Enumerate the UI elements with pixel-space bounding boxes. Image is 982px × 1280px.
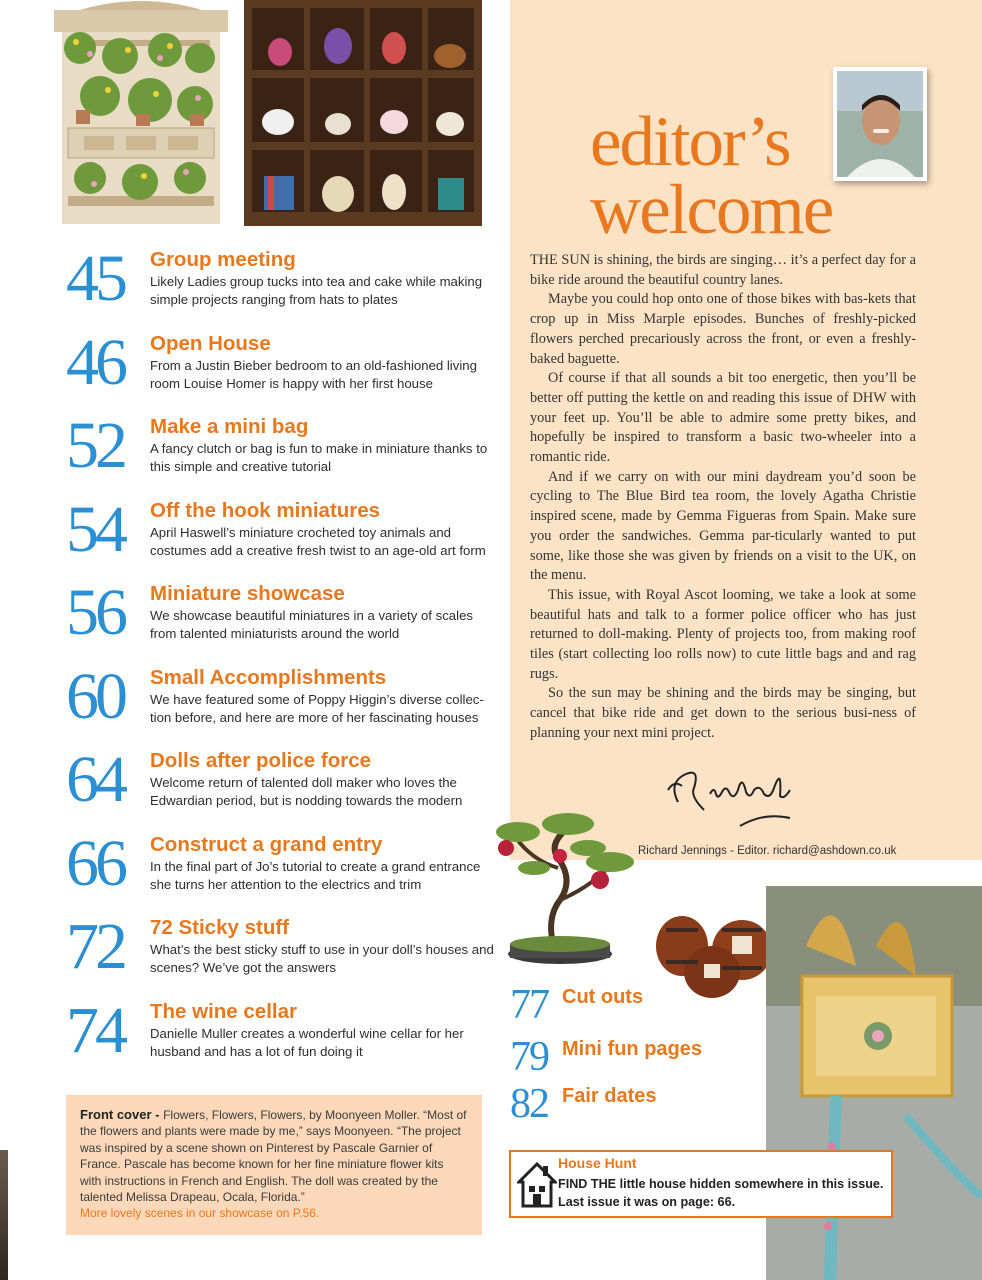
article-description: Danielle Muller creates a wonderful wine cellar for her husband and has a lot of fun doing it xyxy=(150,1025,464,1059)
page-number: 82 xyxy=(510,1081,548,1127)
regular-title: Cut outs xyxy=(562,986,644,1008)
toc-item[interactable] xyxy=(66,242,496,330)
toc-item[interactable] xyxy=(66,993,496,1082)
editor-paragraph: Of course if that all sounds a bit too energetic, then you’ll be better off putting the kettle on and reading this issue of DHW with your feet up. You’ll be able to admire some pretty bikes, and hopefully be inspired to transform a basic two-wheeler into a romantic ride. xyxy=(530,370,916,466)
editor-heading-line1: editor’s xyxy=(590,103,790,181)
page-number: 72 xyxy=(66,910,124,983)
contents-list xyxy=(66,242,496,1081)
article-title: 72 Sticky stuff xyxy=(150,916,289,939)
editor-signature xyxy=(664,760,814,830)
article-title: Dolls after police force xyxy=(150,749,372,772)
toc-item[interactable] xyxy=(66,576,496,664)
editor-heading-line2: welcome xyxy=(590,171,833,249)
article-description: Likely Ladies group tucks into tea and cake while making simple projects ranging from hats to plates xyxy=(150,274,483,307)
editor-paragraph: THE SUN is shining, the birds are singing… it’s a perfect day for a bike ride around the beautiful country lanes. xyxy=(530,252,916,288)
article-title: Miniature showcase xyxy=(150,582,345,605)
page-number: 77 xyxy=(510,982,548,1028)
toc-item[interactable] xyxy=(66,659,496,748)
toc-item[interactable] xyxy=(66,826,496,915)
page-number: 74 xyxy=(66,993,124,1067)
house-icon xyxy=(517,1160,557,1210)
editor-paragraph: So the sun may be shining and the birds may be singing, but cancel that bike ride and get down to the serious busi-ness of planning your next mini project. xyxy=(530,685,916,741)
article-title: Small Accomplishments xyxy=(150,665,387,689)
regular-title: Mini fun pages xyxy=(562,1038,702,1060)
article-description: We showcase beautiful miniatures in a variety of scales from talented miniaturists around the world xyxy=(150,608,474,641)
page-number: 64 xyxy=(66,743,124,816)
front-cover-label: Front cover - xyxy=(80,1107,164,1122)
front-cover-more[interactable]: More lovely scenes in our showcase on P.56. xyxy=(80,1206,320,1221)
editor-letter xyxy=(530,251,916,744)
regular-item[interactable] xyxy=(510,984,770,1030)
page-number: 79 xyxy=(510,1034,548,1080)
house-hunt-box xyxy=(509,1150,893,1218)
article-title: The wine cellar xyxy=(150,999,297,1023)
toc-item[interactable] xyxy=(66,325,496,414)
editor-paragraph: And if we carry on with our mini daydream you’d soon be cycling to The Blue Bird tea room, the lovely Agatha Christie inspired scene, made by Gemma Figueras from Spain. Make sure you order the sandwiches. Gemma par-ticularly wanted to put some, like those she was given by friends on a visit to the UK, on the menu. xyxy=(530,468,916,584)
article-description: We have featured some of Poppy Higgin’s diverse collec-tion before, and here are more of her fascinating houses xyxy=(150,691,484,725)
dresser-photo xyxy=(40,0,250,225)
article-description: In the final part of Jo’s tutorial to create a grand entrance she turns her attention to the electrics and trim xyxy=(150,858,481,892)
house-hunt-text: FIND THE little house hidden somewhere in this issue. Last issue it was on page: 66. xyxy=(558,1177,884,1209)
editor-heading xyxy=(590,103,833,249)
article-title: Open House xyxy=(150,331,271,355)
house-hunt-title: House Hunt xyxy=(558,1155,637,1171)
article-description: What’s the best sticky stuff to use in your doll’s houses and scenes? We’ve got the answers xyxy=(150,942,494,975)
article-description: April Haswell’s miniature crocheted toy animals and costumes add a creative fresh twist to an age-old art form xyxy=(150,524,486,558)
page-number: 66 xyxy=(66,826,124,900)
teapot-cabinet-photo xyxy=(244,0,482,226)
article-title: Construct a grand entry xyxy=(150,832,383,856)
page-number: 54 xyxy=(66,492,124,566)
page-number: 46 xyxy=(66,325,124,399)
front-cover-caption xyxy=(66,1095,482,1235)
page-number: 56 xyxy=(66,576,124,649)
bonsai-photo xyxy=(488,808,640,970)
bicycle-basket-photo xyxy=(766,886,982,1280)
front-cover-text: Flowers, Flowers, Flowers, by Moonyeen Moller. “Most of the flowers and plants were made by me,” says Moonyeen. “The project was inspired by a scene shown on Pinterest by Pascale Garnier of France. Pascale has become known for her fine miniature flower kits with instructions in French and English. The doll was created by the talented Melissa Drapeau, Ocala, Florida.” xyxy=(80,1108,467,1205)
regular-title: Fair dates xyxy=(562,1085,657,1107)
toc-item[interactable] xyxy=(66,492,496,581)
toc-item[interactable] xyxy=(66,910,496,998)
article-description: From a Justin Bieber bedroom to an old-fashioned living room Louise Homer is happy with her first house xyxy=(150,357,477,391)
toc-item[interactable] xyxy=(66,409,496,497)
page-number: 60 xyxy=(66,659,124,733)
regular-item[interactable] xyxy=(510,1083,770,1129)
article-title: Group meeting xyxy=(150,248,296,271)
editor-paragraph: This issue, with Royal Ascot looming, we take a look at some beautiful hats and talk to a former police officer who has just returned to doll-making. Plenty of projects too, from making roof tiles (start collecting loo rolls now) to cute little bags and and rag rugs. xyxy=(530,586,916,682)
article-description: A fancy clutch or bag is fun to make in miniature thanks to this simple and creative tutorial xyxy=(150,441,488,474)
page-number: 45 xyxy=(66,242,124,315)
editor-credit: Richard Jennings - Editor. richard@ashdown.co.uk xyxy=(638,845,897,857)
page-number: 52 xyxy=(66,409,124,482)
editor-paragraph: Maybe you could hop onto one of those bikes with bas-kets that crop up in Miss Marple episodes. Bunches of freshly-picked flowers perched precariously across the front, or even a freshly-baked baguette. xyxy=(530,291,916,367)
article-title: Off the hook miniatures xyxy=(150,498,381,522)
regular-item[interactable] xyxy=(510,1036,770,1082)
toc-item[interactable] xyxy=(66,743,496,831)
photo-edge xyxy=(0,1150,8,1280)
article-description: Welcome return of talented doll maker who loves the Edwardian period, but is nodding towards the modern xyxy=(150,775,463,808)
article-title: Make a mini bag xyxy=(150,415,309,438)
editor-portrait xyxy=(833,67,927,181)
